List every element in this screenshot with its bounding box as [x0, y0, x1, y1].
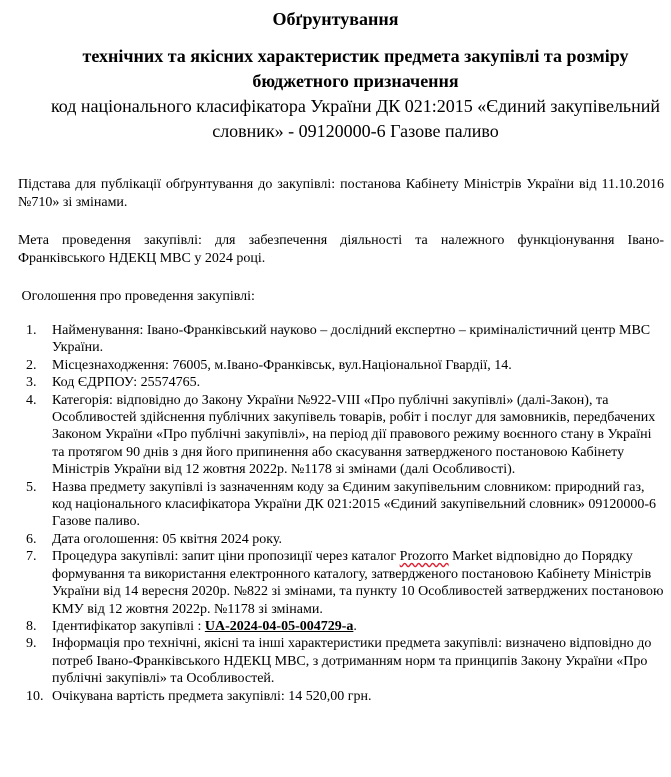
- list-item-number: 2.: [26, 357, 37, 373]
- list-item-number: 9.: [26, 636, 37, 652]
- list-item-text: Категорія: відповідно до Закону України №922-VIII «Про публічні закупівлі» (далі-Закон), та Особливостей здійснення публічних закупівель товарів, робіт і послуг для замовників, передбачених Законом України «Про публічні закупівлі», на період дії правового режиму воєнного стану в Україні та протягом 90 днів з дня його припинення або скасування затвердженого постановою Кабінету Міністрів України від 12 жовтня 2022р. №1178 зі змінами (далі Особливості).: [52, 392, 656, 478]
- list-item: [18, 357, 664, 374]
- list-item: [18, 531, 664, 548]
- announcement-heading: [18, 288, 664, 306]
- list-item-number: 8.: [26, 618, 37, 634]
- classifier-code-heading: код національного класифікатора України ДК 021:2015 «Єдиний закупівельний словник» - 09120000-6 Газове паливо: [50, 96, 661, 141]
- document-subtitle: технічних та якісних характеристик предмета закупівлі та розміру бюджетного призначення: [82, 46, 629, 91]
- list-item-number: 1.: [26, 323, 37, 338]
- list-item: [18, 618, 664, 635]
- list-item-text: Інформація про технічні, якісні та інші характеристики предмета закупівлі: визначено відповідно до потреб Івано-Франківського НДЕКЦ МВС, з дотриманням норм та принципів Закону України «Про публічні закупівлі» та Особливостей.: [52, 636, 652, 687]
- list-item-text: Процедура закупівлі: запит ціни пропозиції через каталог: [52, 549, 400, 565]
- list-item: [18, 479, 664, 531]
- list-item-text: Назва предмету закупівлі із зазначенням коду за Єдиним закупівельним словником: природний газ, код національного класифікатора України ДК 021:2015 «Єдиний закупівельний словник» 09120000-6 Газове паливо.: [52, 479, 657, 530]
- announcement-label: Оголошення про проведення закупівлі:: [21, 289, 255, 304]
- list-item-number: 5.: [26, 479, 37, 495]
- announcement-list: [18, 322, 664, 705]
- list-item-text: Найменування: Івано-Франківський науково – дослідний експертно – криміналістичний центр МВС України.: [52, 323, 651, 356]
- list-item-number: 6.: [26, 531, 37, 547]
- list-item: [18, 548, 664, 618]
- list-item: [18, 635, 664, 687]
- list-item: [18, 374, 664, 391]
- basis-paragraph: Підстава для публікації обґрунтування до закупівлі: постанова Кабінету Міністрів України від 11.10.2016 №710» зі змінами.: [18, 177, 664, 210]
- procurement-id-link[interactable]: UA-2024-04-05-004729-a: [204, 618, 354, 634]
- list-item-number: 4.: [26, 392, 37, 408]
- list-item-text: Очікувана вартість предмета закупівлі: 14 520,00 грн.: [52, 688, 372, 704]
- list-item-text: Дата оголошення: 05 квітня 2024 року.: [52, 531, 282, 547]
- document-title: Обґрунтування: [272, 9, 399, 29]
- purpose-paragraph: Мета проведення закупівлі: для забезпечення діяльності та належного функціонування Івано-Франківського НДЕКЦ МВС у 2024 році.: [18, 233, 664, 266]
- list-item-text: Код ЄДРПОУ: 25574765.: [52, 375, 201, 391]
- list-item-text: Ідентифікатор закупівлі :: [52, 618, 205, 634]
- list-item: [18, 688, 664, 705]
- list-item-number: 3.: [26, 375, 37, 391]
- list-item-number: 7.: [26, 549, 37, 565]
- list-item-text-continued: Market відповідно до Порядку формування та використання електронного каталогу, затвердженого постановою Кабінету Міністрів України від 14 вересня 2020р. №822 зі змінами, та пункту 10 Особливостей затверджених постановою КМУ від 12 жовтня 2022р. №1178 зі змінами.: [52, 549, 664, 617]
- list-item: [18, 322, 664, 357]
- list-item: [18, 392, 664, 479]
- prozorro-word: Prozorro: [399, 549, 449, 565]
- list-item-text-end: .: [353, 618, 357, 634]
- list-item-text: Місцезнаходження: 76005, м.Івано-Франківськ, вул.Національної Гвардії, 14.: [52, 357, 512, 373]
- list-item-number: 10.: [26, 688, 44, 704]
